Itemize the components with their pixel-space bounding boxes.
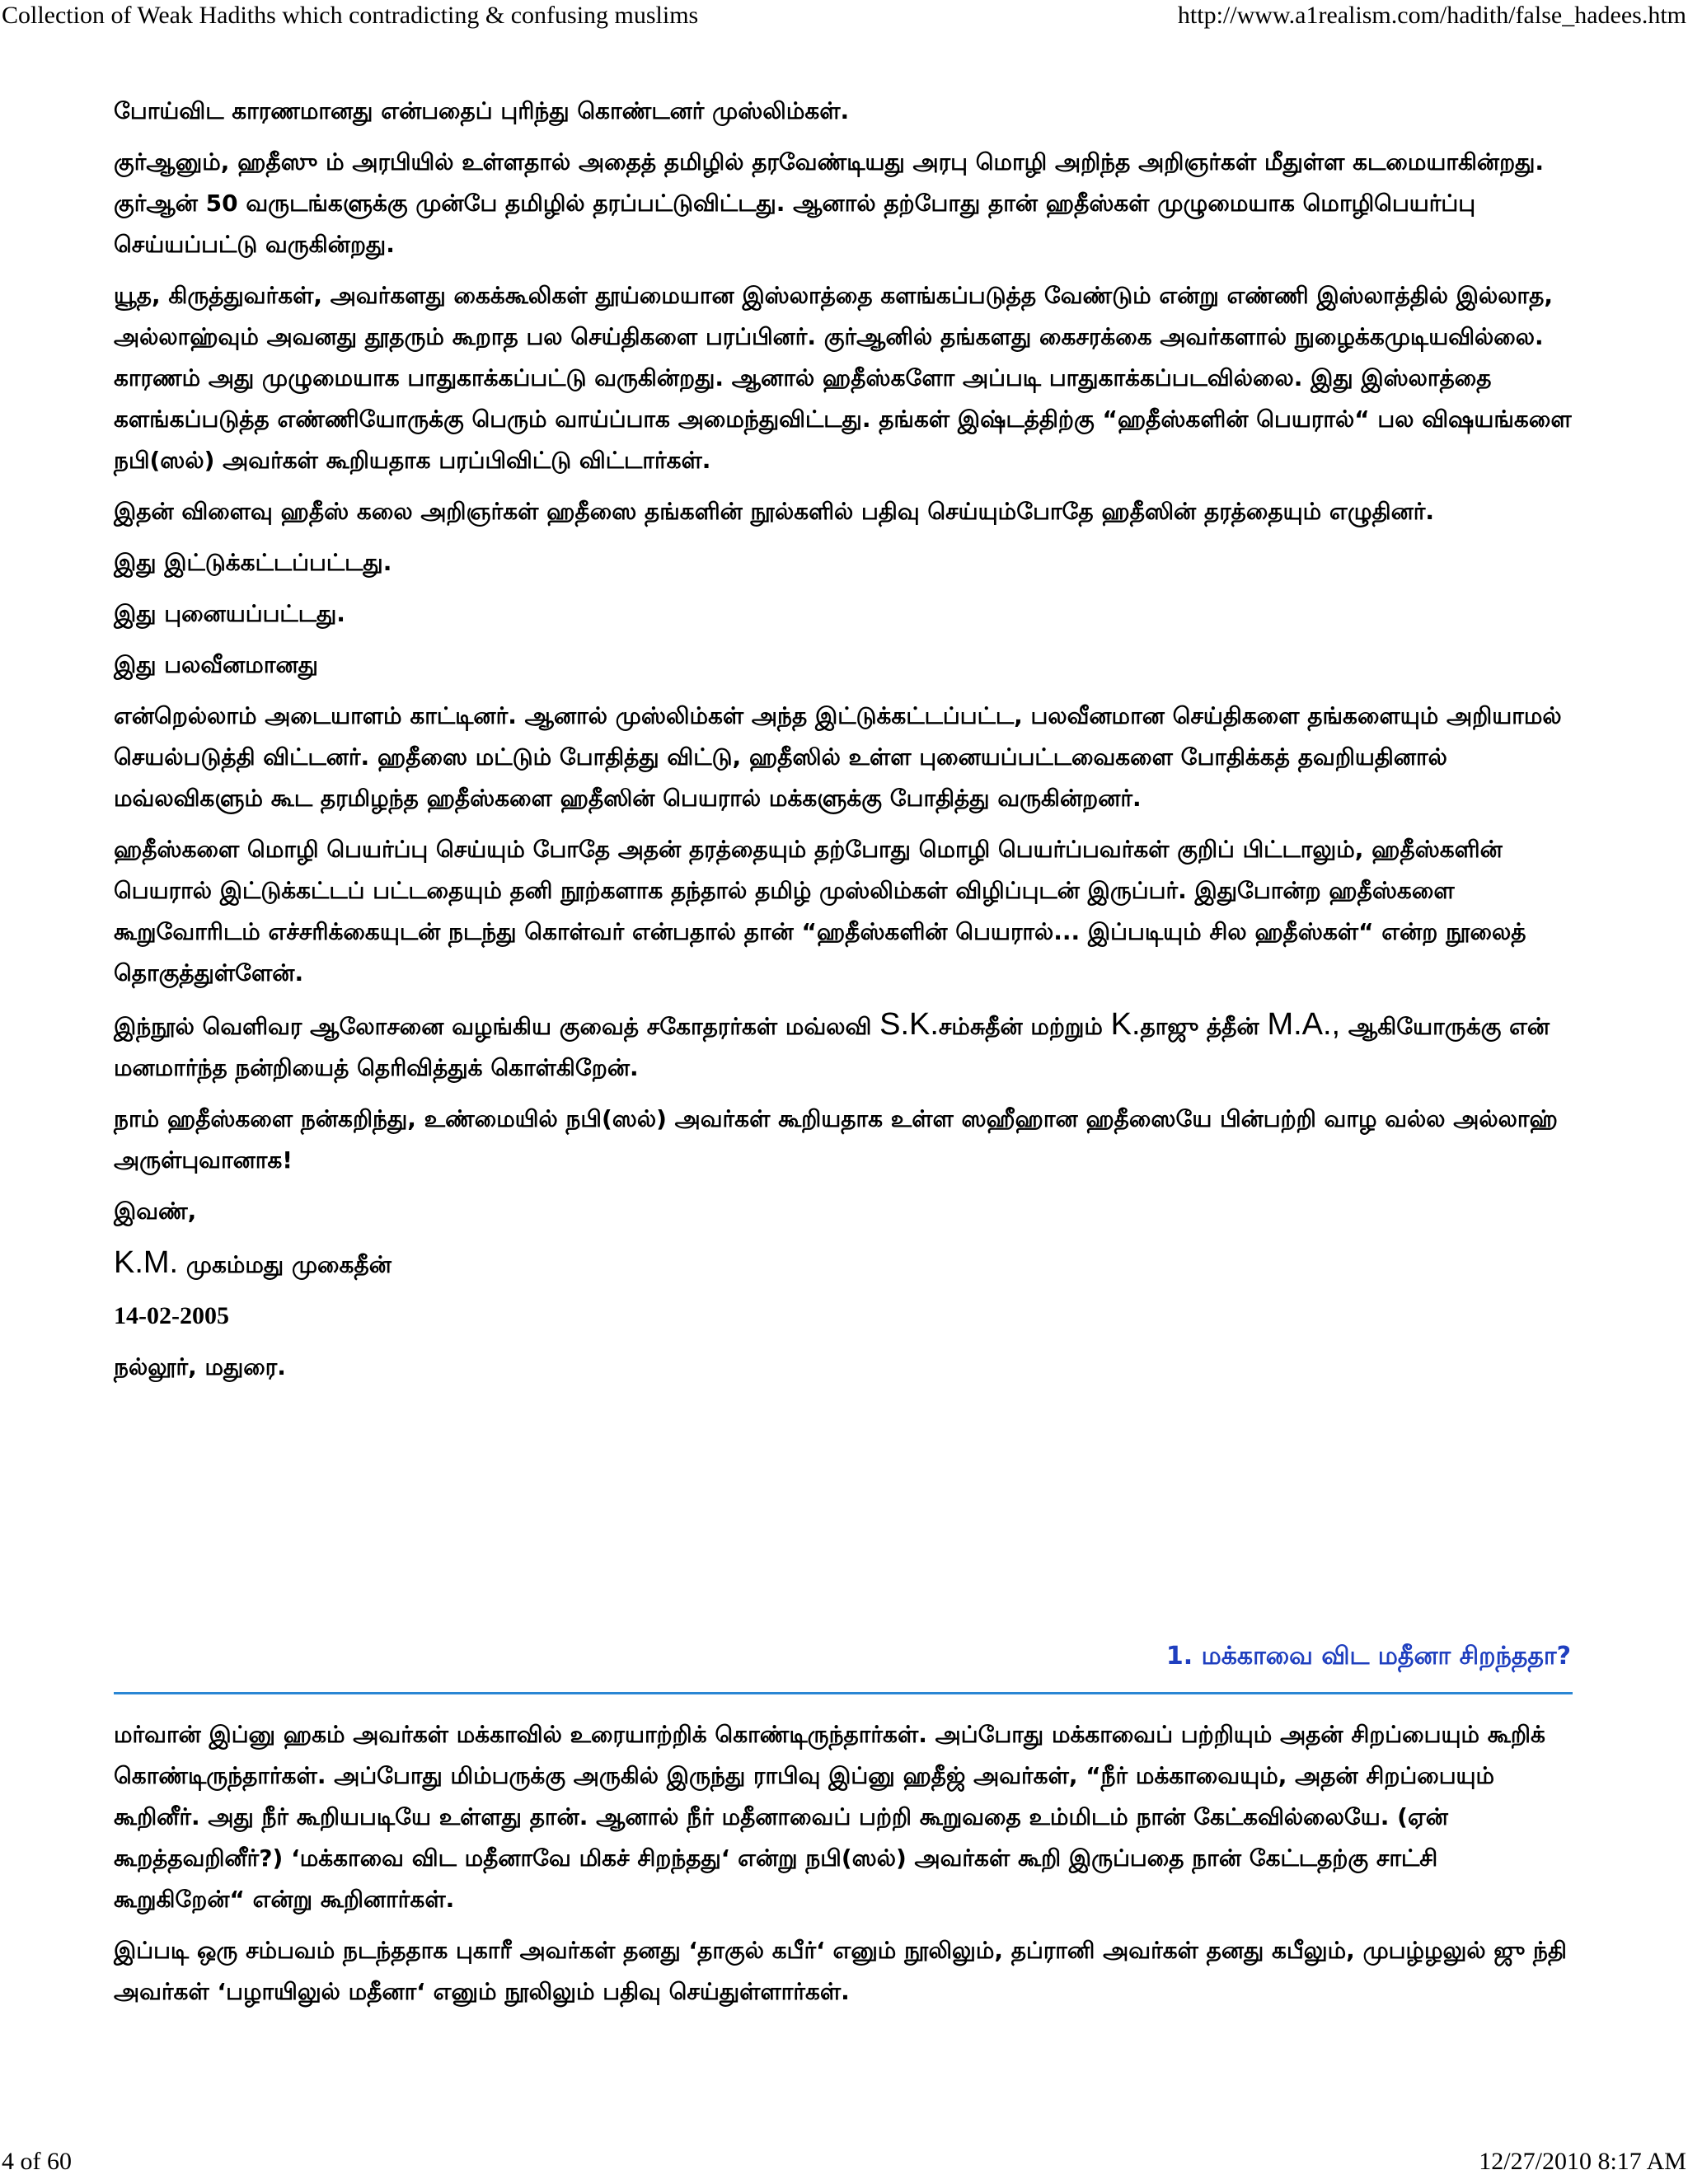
- signature-place: நல்லூர், மதுரை.: [114, 1353, 286, 1380]
- section-divider: [114, 1692, 1573, 1694]
- section-header: [114, 1636, 1573, 1694]
- page-number: 4 of 60: [2, 2148, 72, 2175]
- signature-date: 14-02-2005: [114, 1302, 229, 1329]
- paragraph: போய்விட காரணமானது என்பதைப் புரிந்து கொண்டனர் முஸ்லிம்கள்.: [114, 97, 850, 124]
- paragraph: இப்படி ஒரு சம்பவம் நடந்ததாக புகாரீ அவர்கள் தனது ‘தாகுல் கபீர்‘ எனும் நூலிலும், தப்ரானி அவர்கள் தனது கபீலும், முபழ்ழலுல் ஜு ந்தி அவர்கள் ‘பழாயிலுல் மதீனா‘ எனும் நூலிலும் பதிவு செய்துள்ளார்கள்.: [114, 1937, 1567, 2005]
- browser-print-footer: [0, 2148, 1688, 2181]
- page-title: Collection of Weak Hadiths which contradicting & confusing muslims: [2, 2, 699, 29]
- paragraph: என்றெல்லாம் அடையாளம் காட்டினர். ஆனால் முஸ்லிம்கள் அந்த இட்டுக்கட்டப்பட்ட, பலவீனமான செய்திகளை தங்களையும் அறியாமல் செயல்படுத்தி விட்டனர். ஹதீஸை மட்டும் போதித்து விட்டு, ஹதீஸில் உள்ள புனையப்பட்டவைகளை போதிக்கத் தவறியதினால் மவ்லவிகளும் கூட தரமிழந்த ஹதீஸ்களை ஹதீஸின் பெயரால் மக்களுக்கு போதித்து வருகின்றனர்.: [114, 702, 1562, 812]
- browser-print-header: [0, 2, 1688, 35]
- ack-initials: S.K.: [879, 1007, 939, 1042]
- document-body: [114, 91, 1573, 1398]
- paragraph: இது பலவீனமானது: [114, 651, 318, 678]
- ack-degree: M.A.,: [1267, 1007, 1341, 1042]
- paragraph: நாம் ஹதீஸ்களை நன்கறிந்து, உண்மையில் நபி(ஸல்) அவர்கள் கூறியதாக உள்ள ஸஹீஹான ஹதீஸையே பின்பற்றி வாழ வல்ல அல்லாஹ் அருள்புவானாக!: [114, 1105, 1558, 1174]
- ack-text: தாஜு த்தீன்: [1140, 1013, 1268, 1040]
- paragraph: இது இட்டுக்கட்டப்பட்டது.: [114, 549, 392, 576]
- paragraph: இது புனையப்பட்டது.: [114, 600, 345, 627]
- ack-initials: K.: [1110, 1007, 1141, 1042]
- section-heading: 1. மக்காவை விட மதீனா சிறந்ததா?: [1165, 1642, 1571, 1671]
- paragraph: இதன் விளைவு ஹதீஸ் கலை அறிஞர்கள் ஹதீஸை தங்களின் நூல்களில் பதிவு செய்யும்போதே ஹதீஸின் தரத்தையும் எழுதினர்.: [114, 498, 1435, 525]
- ack-text: சம்சுதீன் மற்றும்: [938, 1013, 1111, 1040]
- print-timestamp: 12/27/2010 8:17 AM: [1479, 2148, 1686, 2175]
- ack-text: இந்நூல் வெளிவர ஆலோசனை வழங்கிய குவைத் சகோதரர்கள் மவ்லவி: [114, 1013, 880, 1040]
- signature-initials: K.M.: [114, 1245, 179, 1280]
- section-body: [114, 1714, 1573, 2022]
- signature-name: முகம்மது முகைதீன்: [178, 1251, 392, 1278]
- closing-salutation: இவண்,: [114, 1197, 197, 1225]
- page-url[interactable]: http://www.a1realism.com/hadith/false_hadees.htm: [1177, 2, 1686, 29]
- ack-text: ஆகியோருக்கு என் மனமார்ந்த நன்றியைத் தெரிவித்துக் கொள்கிறேன்.: [114, 1013, 1550, 1081]
- paragraph: மர்வான் இப்னு ஹகம் அவர்கள் மக்காவில் உரையாற்றிக் கொண்டிருந்தார்கள். அப்போது மக்காவைப் பற்றியும் அதன் சிறப்பையும் கூறிக் கொண்டிருந்தார்கள். அப்போது மிம்பருக்கு அருகில் இருந்து ராபிவு இப்னு ஹதீஜ் அவர்கள், “நீர் மக்காவையும், அதன் சிறப்பையும் கூறினீர். அது நீர் கூறியபடியே உள்ளது தான். ஆனால் நீர் மதீனாவைப் பற்றி கூறுவதை உம்மிடம் நான் கேட்கவில்லையே. (ஏன் கூறத்தவறினீர்?) ‘மக்காவை விட மதீனாவே மிகச் சிறந்தது‘ என்று நபி(ஸல்) அவர்கள் கூறி இருப்பதை நான் கேட்டதற்கு சாட்சி கூறுகிறேன்“ என்று கூறினார்கள்.: [114, 1721, 1545, 1913]
- paragraph: யூத, கிருத்துவர்கள், அவர்களது கைக்கூலிகள் தூய்மையான இஸ்லாத்தை களங்கப்படுத்த வேண்டும் என்று எண்ணி இஸ்லாத்தில் இல்லாத, அல்லாஹ்வும் அவனது தூதரும் கூறாத பல செய்திகளை பரப்பினர். குர்ஆனில் தங்களது கைசரக்கை அவர்களால் நுழைக்கமுடியவில்லை. காரணம் அது முழுமையாக பாதுகாக்கப்பட்டு வருகின்றது. ஆனால் ஹதீஸ்களோ அப்படி பாதுகாக்கப்படவில்லை. இது இஸ்லாத்தை களங்கப்படுத்த எண்ணியோருக்கு பெரும் வாய்ப்பாக அமைந்துவிட்டது. தங்கள் இஷ்டத்திற்கு “ஹதீஸ்களின் பெயரால்“ பல விஷயங்களை நபி(ஸல்) அவர்கள் கூறியதாக பரப்பிவிட்டு விட்டார்கள்.: [114, 282, 1572, 474]
- paragraph: குர்ஆனும், ஹதீஸு ம் அரபியில் உள்ளதால் அதைத் தமிழில் தரவேண்டியது அரபு மொழி அறிந்த அறிஞர்கள் மீதுள்ள கடமையாகின்றது. குர்ஆன் 50 வருடங்களுக்கு முன்பே தமிழில் தரப்பட்டுவிட்டது. ஆனால் தற்போது தான் ஹதீஸ்கள் முழுமையாக மொழிபெயர்ப்பு செய்யப்பட்டு வருகின்றது.: [114, 148, 1545, 258]
- paragraph: ஹதீஸ்களை மொழி பெயர்ப்பு செய்யும் போதே அதன் தரத்தையும் தற்போது மொழி பெயர்ப்பவர்கள் குறிப் பிட்டாலும், ஹதீஸ்களின் பெயரால் இட்டுக்கட்டப் பட்டதையும் தனி நூற்களாக தந்தால் தமிழ் முஸ்லிம்கள் விழிப்புடன் இருப்பர். இதுபோன்ற ஹதீஸ்களை கூறுவோரிடம் எச்சரிக்கையுடன் நடந்து கொள்வர் என்பதால் தான் “ஹதீஸ்களின் பெயரால்... இப்படியும் சில ஹதீஸ்கள்“ என்ற நூலைத் தொகுத்துள்ளேன்.: [114, 836, 1526, 987]
- acknowledgement-paragraph: [114, 1004, 1573, 1089]
- signature: [114, 1242, 1573, 1286]
